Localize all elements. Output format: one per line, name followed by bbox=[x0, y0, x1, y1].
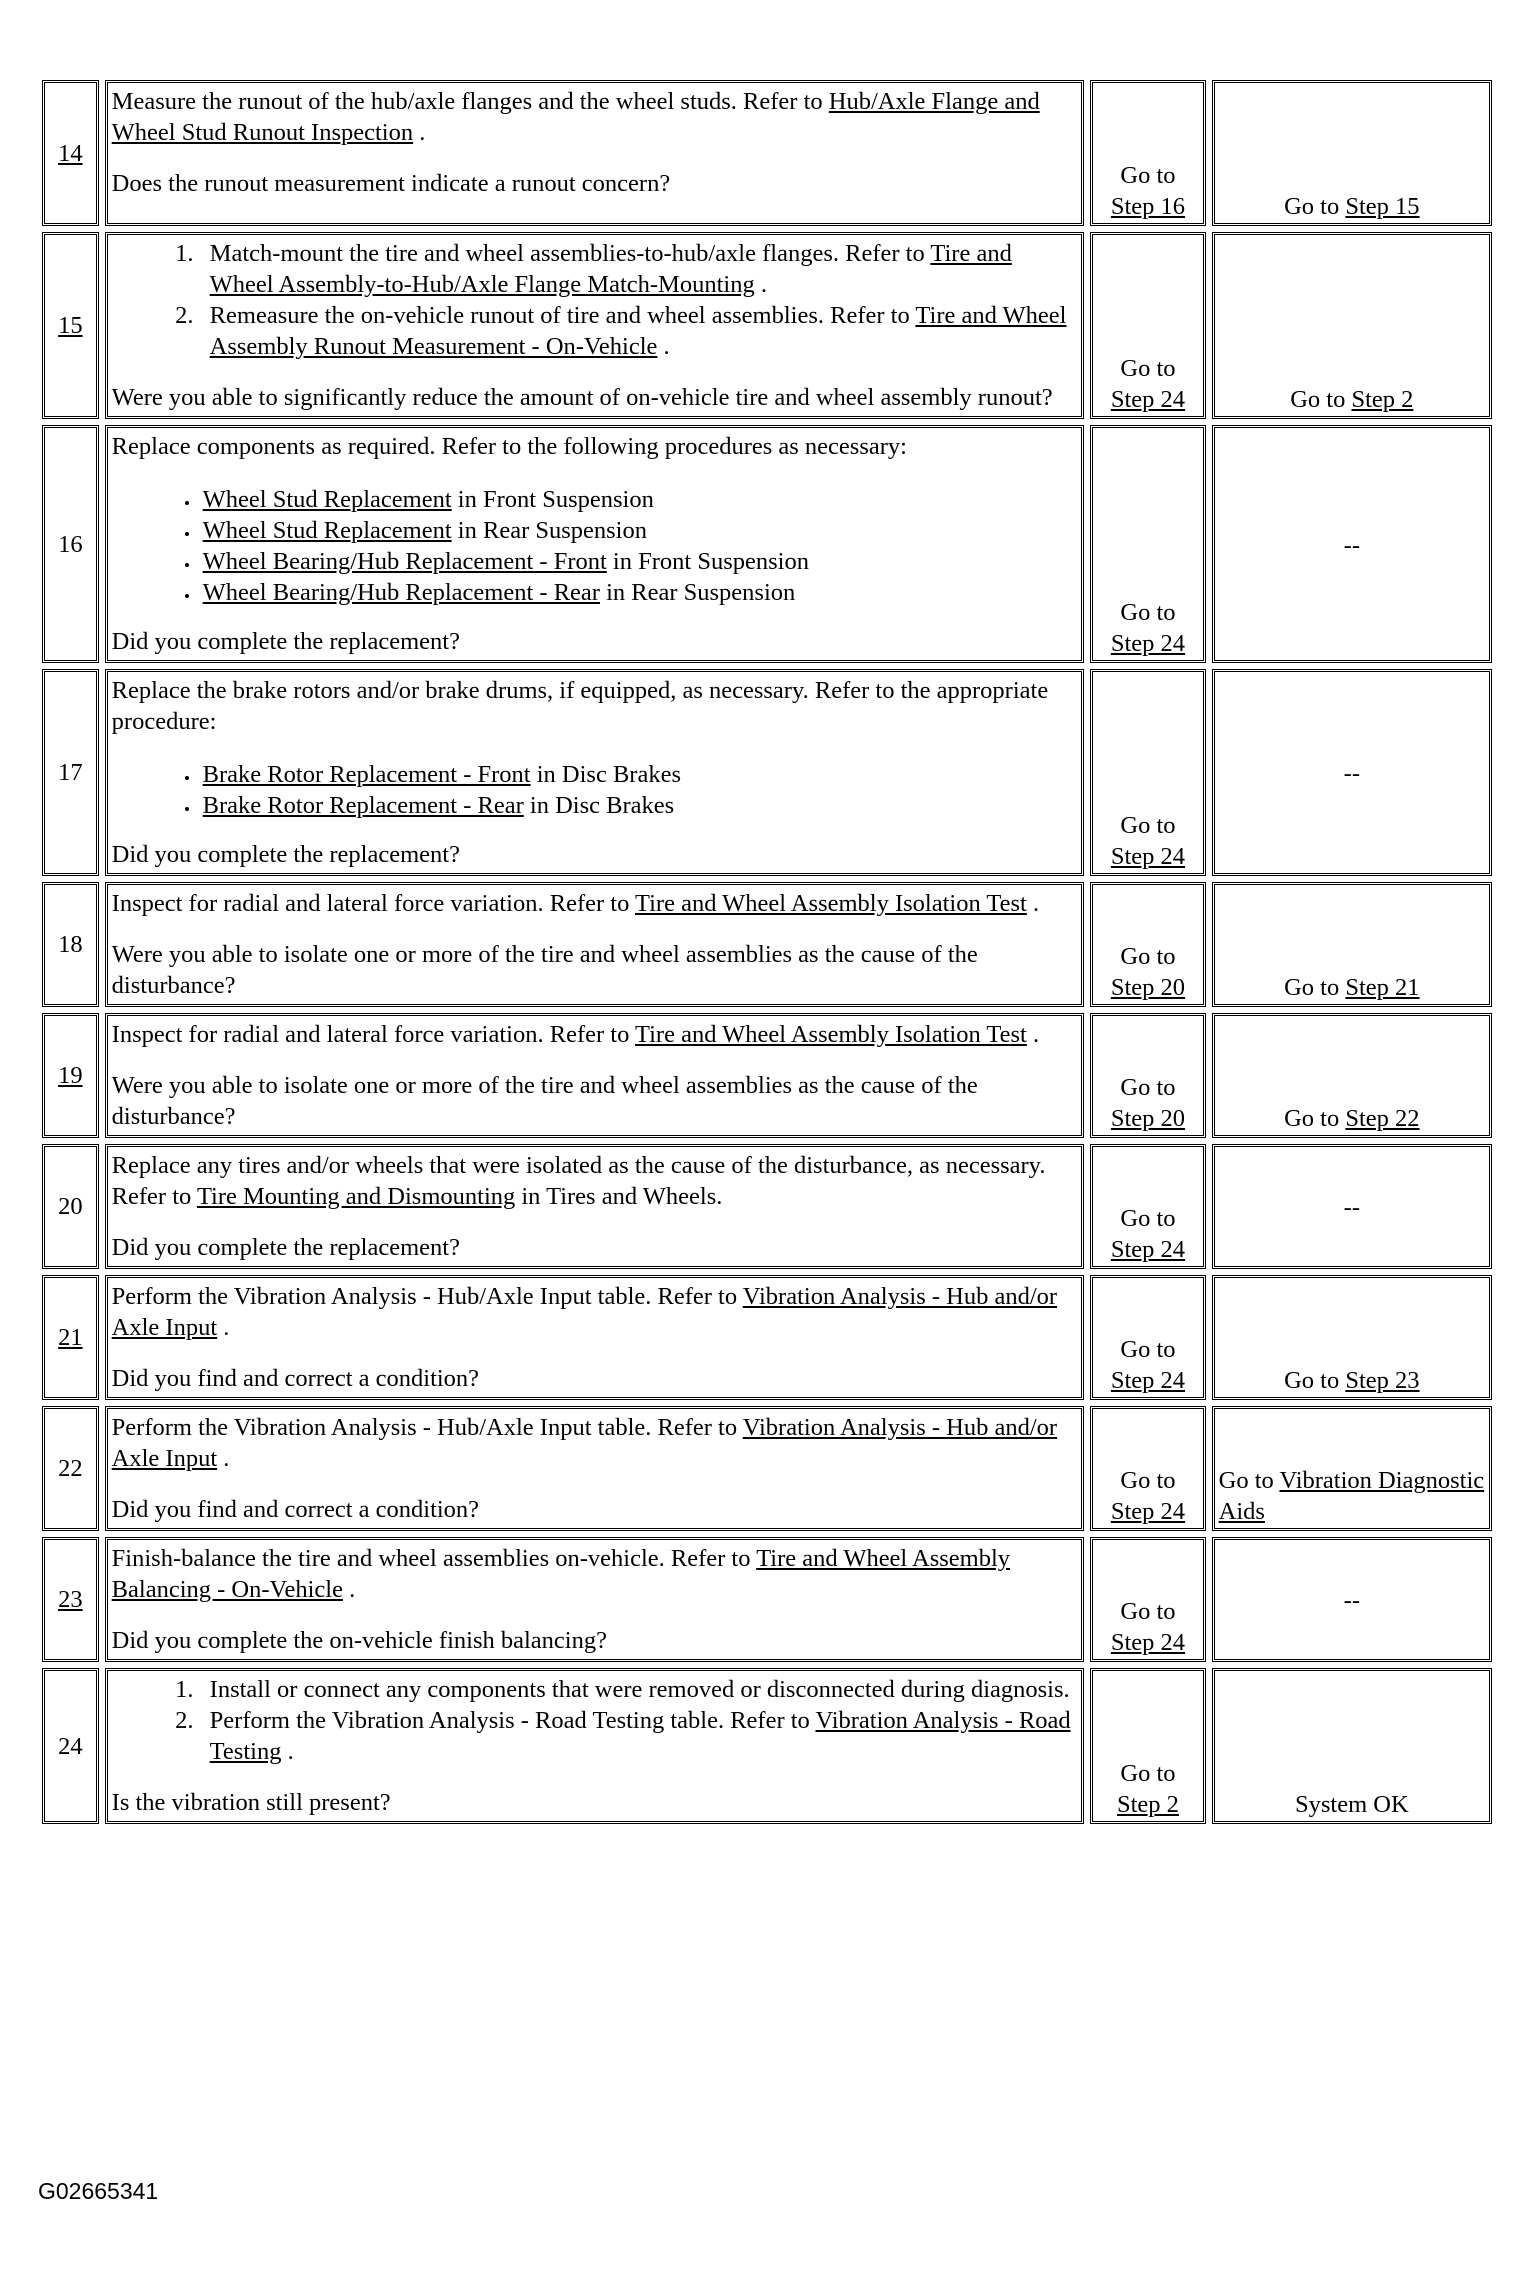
step-instruction bbox=[112, 1412, 1078, 1474]
no-prefix: Go to bbox=[1218, 1467, 1280, 1494]
procedure-link[interactable]: Tire and Wheel Assembly Isolation Test bbox=[635, 890, 1027, 917]
step-action bbox=[112, 1019, 1078, 1132]
procedure-link[interactable]: Hub/Axle Flange and Wheel Stud Runout Inspection bbox=[111, 88, 1040, 146]
step-number: 22 bbox=[58, 1455, 83, 1482]
no-result-text: System OK bbox=[1294, 1791, 1409, 1818]
procedure-link[interactable]: Brake Rotor Replacement - Front bbox=[202, 761, 531, 788]
step-instruction bbox=[112, 1281, 1078, 1343]
procedure-list-item bbox=[200, 790, 1078, 821]
numbered-step bbox=[200, 1705, 1078, 1767]
yes-step-link[interactable]: Step 24 bbox=[1110, 843, 1186, 870]
procedure-list-item bbox=[200, 759, 1078, 790]
text-fragment: Replace any tires and/or wheels that were isolated as the cause of the disturbance, as necessary. Refer to bbox=[111, 1152, 1046, 1210]
step-instruction bbox=[112, 431, 1078, 462]
step-row bbox=[42, 882, 1492, 1007]
step-question: Did you complete the on-vehicle finish balancing? bbox=[111, 1627, 607, 1654]
text-fragment: Remeasure the on-vehicle runout of tire and wheel assemblies. Refer to bbox=[209, 302, 916, 329]
step-number-cell bbox=[42, 669, 99, 876]
no-result-text: -- bbox=[1343, 531, 1360, 559]
step-action-cell bbox=[105, 1275, 1085, 1400]
yes-prefix: Go to bbox=[1120, 355, 1176, 382]
yes-prefix: Go to bbox=[1120, 812, 1176, 839]
step-number-link[interactable]: 21 bbox=[58, 1324, 83, 1351]
no-prefix: Go to bbox=[1284, 1105, 1346, 1132]
step-question: Did you complete the replacement? bbox=[111, 1234, 460, 1261]
text-fragment: in Front Suspension bbox=[451, 486, 654, 513]
figure-id: G02665341 bbox=[38, 2178, 159, 2204]
yes-result-cell bbox=[1090, 80, 1205, 226]
text-fragment: in Disc Brakes bbox=[523, 792, 675, 819]
step-action-cell bbox=[105, 1537, 1085, 1662]
yes-step-link[interactable]: Step 24 bbox=[1110, 630, 1186, 657]
yes-result-cell bbox=[1090, 1275, 1205, 1400]
step-number-link[interactable]: 14 bbox=[58, 139, 83, 167]
text-fragment: . bbox=[754, 271, 767, 298]
step-row bbox=[42, 425, 1492, 663]
step-number-cell bbox=[42, 1537, 99, 1662]
step-number-link[interactable]: 19 bbox=[58, 1062, 83, 1089]
step-action-cell bbox=[105, 232, 1085, 419]
step-action bbox=[112, 431, 1078, 657]
yes-step-link[interactable]: Step 24 bbox=[1110, 1367, 1186, 1394]
step-number-cell bbox=[42, 232, 99, 419]
procedure-list-item bbox=[200, 546, 1078, 577]
step-action bbox=[112, 1150, 1078, 1263]
step-number: 20 bbox=[58, 1193, 83, 1220]
step-number-cell bbox=[42, 1406, 99, 1531]
no-result-cell bbox=[1212, 232, 1492, 419]
no-result-text: -- bbox=[1343, 1587, 1360, 1614]
step-number: 17 bbox=[58, 759, 83, 786]
step-question: Did you find and correct a condition? bbox=[111, 1365, 480, 1392]
yes-prefix: Go to bbox=[1120, 599, 1176, 626]
no-result-cell bbox=[1212, 1275, 1492, 1400]
no-result-cell bbox=[1212, 425, 1492, 663]
step-row bbox=[42, 1537, 1492, 1662]
text-fragment: Perform the Vibration Analysis - Hub/Axle Input table. Refer to bbox=[111, 1283, 743, 1310]
numbered-steps-list bbox=[112, 238, 1078, 362]
yes-prefix: Go to bbox=[1120, 162, 1176, 189]
numbered-step bbox=[200, 238, 1078, 300]
procedure-link[interactable]: Wheel Stud Replacement bbox=[202, 486, 452, 513]
step-question: Were you able to significantly reduce the amount of on-vehicle tire and wheel assembly runout? bbox=[111, 384, 1053, 411]
text-fragment: Perform the Vibration Analysis - Hub/Axle Input table. Refer to bbox=[111, 1414, 743, 1441]
step-row bbox=[42, 232, 1492, 419]
step-number-cell bbox=[42, 1668, 99, 1824]
step-number-cell bbox=[42, 882, 99, 1007]
text-fragment: . bbox=[217, 1445, 230, 1472]
no-step-link[interactable]: Step 15 bbox=[1345, 193, 1420, 220]
yes-step-link[interactable]: Step 16 bbox=[1110, 193, 1186, 220]
no-result-cell bbox=[1212, 80, 1492, 226]
step-action bbox=[112, 1412, 1078, 1525]
yes-prefix: Go to bbox=[1120, 1467, 1176, 1494]
procedure-list-item bbox=[200, 484, 1078, 515]
step-instruction bbox=[112, 86, 1078, 148]
yes-step-link[interactable]: Step 2 bbox=[1117, 1791, 1179, 1818]
step-number-cell bbox=[42, 1013, 99, 1138]
no-result-cell bbox=[1212, 882, 1492, 1007]
step-question: Is the vibration still present? bbox=[111, 1789, 391, 1816]
text-fragment: Inspect for radial and lateral force variation. Refer to bbox=[111, 890, 636, 917]
step-number: 24 bbox=[58, 1732, 83, 1760]
yes-step-link[interactable]: Step 24 bbox=[1110, 386, 1186, 413]
numbered-step bbox=[200, 1674, 1078, 1705]
no-result-cell bbox=[1212, 669, 1492, 876]
step-question: Did you complete the replacement? bbox=[111, 841, 460, 868]
yes-result-cell bbox=[1090, 1668, 1205, 1824]
no-step-link[interactable]: Step 21 bbox=[1345, 974, 1420, 1001]
text-fragment: Replace components as required. Refer to the following procedures as necessary: bbox=[111, 433, 907, 460]
procedure-link[interactable]: Tire and Wheel Assembly Runout Measurement - On-Vehicle bbox=[209, 302, 1067, 360]
step-action bbox=[112, 888, 1078, 1001]
step-action-cell bbox=[105, 80, 1085, 226]
yes-result-cell bbox=[1090, 1406, 1205, 1531]
text-fragment: . bbox=[1026, 1021, 1040, 1048]
text-fragment: Match-mount the tire and wheel assemblies-to-hub/axle flanges. Refer to bbox=[209, 240, 931, 267]
step-instruction bbox=[112, 675, 1078, 737]
text-fragment: Measure the runout of the hub/axle flanges and the wheel studs. Refer to bbox=[111, 88, 829, 115]
text-fragment: Finish-balance the tire and wheel assemblies on-vehicle. Refer to bbox=[111, 1545, 757, 1572]
step-number: 18 bbox=[58, 931, 83, 958]
yes-step-link[interactable]: Step 20 bbox=[1110, 974, 1186, 1001]
step-action bbox=[112, 86, 1078, 199]
step-action-cell bbox=[105, 1668, 1085, 1824]
yes-result-cell bbox=[1090, 232, 1205, 419]
no-prefix: Go to bbox=[1290, 386, 1352, 413]
procedure-link[interactable]: Wheel Bearing/Hub Replacement - Front bbox=[202, 548, 607, 575]
step-action bbox=[112, 1674, 1078, 1818]
yes-result-cell bbox=[1090, 425, 1205, 663]
text-fragment: . bbox=[657, 333, 670, 360]
step-row bbox=[42, 1144, 1492, 1269]
procedure-list bbox=[112, 759, 1078, 821]
yes-result-cell bbox=[1090, 669, 1205, 876]
procedure-list-item bbox=[200, 515, 1078, 546]
no-step-link[interactable]: Step 22 bbox=[1345, 1105, 1420, 1132]
step-row bbox=[42, 1013, 1492, 1138]
yes-step-link[interactable]: Step 24 bbox=[1110, 1498, 1186, 1525]
step-question: Did you complete the replacement? bbox=[111, 628, 460, 655]
procedure-list bbox=[112, 484, 1078, 608]
no-prefix: Go to bbox=[1284, 1367, 1346, 1394]
text-fragment: Install or connect any components that were removed or disconnected during diagnosis. bbox=[209, 1676, 1070, 1703]
procedure-link[interactable]: Tire and Wheel Assembly-to-Hub/Axle Flange Match-Mounting bbox=[209, 240, 1012, 298]
text-fragment: . bbox=[1026, 890, 1040, 917]
text-fragment: . bbox=[342, 1576, 356, 1603]
step-action-cell bbox=[105, 1406, 1085, 1531]
step-question: Were you able to isolate one or more of the tire and wheel assemblies as the cause of the disturbance? bbox=[111, 1072, 978, 1130]
no-result-cell bbox=[1212, 1144, 1492, 1269]
numbered-steps-list bbox=[112, 1674, 1078, 1767]
step-number-link[interactable]: 23 bbox=[58, 1586, 83, 1613]
procedure-link[interactable]: Wheel Stud Replacement bbox=[202, 517, 452, 544]
yes-step-link[interactable]: Step 20 bbox=[1110, 1105, 1186, 1132]
step-instruction bbox=[112, 1019, 1078, 1050]
step-action-cell bbox=[105, 425, 1085, 663]
no-step-link[interactable]: Step 23 bbox=[1345, 1367, 1420, 1394]
no-result-cell bbox=[1212, 1668, 1492, 1824]
step-action-cell bbox=[105, 1013, 1085, 1138]
step-number-cell bbox=[42, 1275, 99, 1400]
text-fragment: in Disc Brakes bbox=[530, 761, 681, 788]
no-step-link[interactable]: Vibration Diagnostic Aids bbox=[1218, 1467, 1485, 1525]
step-action bbox=[112, 238, 1078, 413]
step-number-cell bbox=[42, 425, 99, 663]
step-number-cell bbox=[42, 80, 99, 226]
procedure-link[interactable]: Brake Rotor Replacement - Rear bbox=[202, 792, 524, 819]
no-prefix: Go to bbox=[1284, 974, 1346, 1001]
text-fragment: in Tires and Wheels. bbox=[515, 1183, 723, 1210]
step-number: 16 bbox=[58, 530, 83, 558]
step-row bbox=[42, 1275, 1492, 1400]
step-question: Did you find and correct a condition? bbox=[111, 1496, 480, 1523]
text-fragment: . bbox=[413, 119, 426, 146]
step-number-cell bbox=[42, 1144, 99, 1269]
step-instruction bbox=[112, 888, 1078, 919]
no-result-text: -- bbox=[1343, 760, 1360, 787]
no-step-link[interactable]: Step 2 bbox=[1351, 386, 1414, 413]
procedure-link[interactable]: Vibration Analysis - Hub and/or Axle Input bbox=[111, 1414, 1058, 1472]
procedure-link[interactable]: Tire and Wheel Assembly Isolation Test bbox=[635, 1021, 1027, 1048]
procedure-link[interactable]: Tire and Wheel Assembly Balancing - On-Vehicle bbox=[111, 1545, 1011, 1603]
yes-result-cell bbox=[1090, 1537, 1205, 1662]
step-action-cell bbox=[105, 882, 1085, 1007]
yes-prefix: Go to bbox=[1120, 943, 1176, 970]
step-row bbox=[42, 1668, 1492, 1824]
procedure-link[interactable]: Wheel Bearing/Hub Replacement - Rear bbox=[202, 579, 600, 606]
steps-table-body bbox=[42, 80, 1492, 1824]
step-instruction bbox=[112, 1543, 1078, 1605]
yes-result-cell bbox=[1090, 1013, 1205, 1138]
text-fragment: in Rear Suspension bbox=[599, 579, 796, 606]
step-question: Does the runout measurement indicate a runout concern? bbox=[111, 170, 671, 197]
step-number-link[interactable]: 15 bbox=[58, 312, 83, 339]
step-row bbox=[42, 1406, 1492, 1531]
step-action bbox=[112, 1543, 1078, 1656]
no-prefix: Go to bbox=[1284, 193, 1346, 220]
yes-step-link[interactable]: Step 24 bbox=[1110, 1236, 1186, 1263]
procedure-link[interactable]: Tire Mounting and Dismounting bbox=[196, 1183, 516, 1210]
no-result-cell bbox=[1212, 1537, 1492, 1662]
yes-step-link[interactable]: Step 24 bbox=[1110, 1629, 1186, 1656]
diagnostic-steps-table bbox=[36, 74, 1498, 1830]
numbered-step bbox=[200, 300, 1078, 362]
no-result-cell bbox=[1212, 1013, 1492, 1138]
yes-prefix: Go to bbox=[1120, 1074, 1176, 1101]
text-fragment: . bbox=[281, 1738, 294, 1765]
yes-prefix: Go to bbox=[1120, 1205, 1176, 1232]
yes-result-cell bbox=[1090, 1144, 1205, 1269]
yes-result-cell bbox=[1090, 882, 1205, 1007]
step-action-cell bbox=[105, 669, 1085, 876]
text-fragment: . bbox=[217, 1314, 230, 1341]
yes-prefix: Go to bbox=[1120, 1336, 1176, 1363]
yes-prefix: Go to bbox=[1120, 1598, 1176, 1625]
yes-prefix: Go to bbox=[1120, 1760, 1176, 1787]
step-instruction bbox=[112, 1150, 1078, 1212]
text-fragment: Perform the Vibration Analysis - Road Testing table. Refer to bbox=[209, 1707, 816, 1734]
procedure-link[interactable]: Vibration Analysis - Road Testing bbox=[209, 1707, 1071, 1765]
step-action-cell bbox=[105, 1144, 1085, 1269]
text-fragment: in Front Suspension bbox=[606, 548, 809, 575]
no-result-text: -- bbox=[1343, 1194, 1360, 1221]
text-fragment: Replace the brake rotors and/or brake drums, if equipped, as necessary. Refer to the appropriate procedure: bbox=[111, 677, 1049, 735]
procedure-link[interactable]: Vibration Analysis - Hub and/or Axle Input bbox=[111, 1283, 1058, 1341]
step-row bbox=[42, 80, 1492, 226]
step-row bbox=[42, 669, 1492, 876]
no-result-cell bbox=[1212, 1406, 1492, 1531]
text-fragment: Inspect for radial and lateral force variation. Refer to bbox=[111, 1021, 636, 1048]
step-question: Were you able to isolate one or more of the tire and wheel assemblies as the cause of the disturbance? bbox=[111, 941, 978, 999]
procedure-list-item bbox=[200, 577, 1078, 608]
step-action bbox=[112, 675, 1078, 870]
text-fragment: in Rear Suspension bbox=[451, 517, 647, 544]
step-action bbox=[112, 1281, 1078, 1394]
